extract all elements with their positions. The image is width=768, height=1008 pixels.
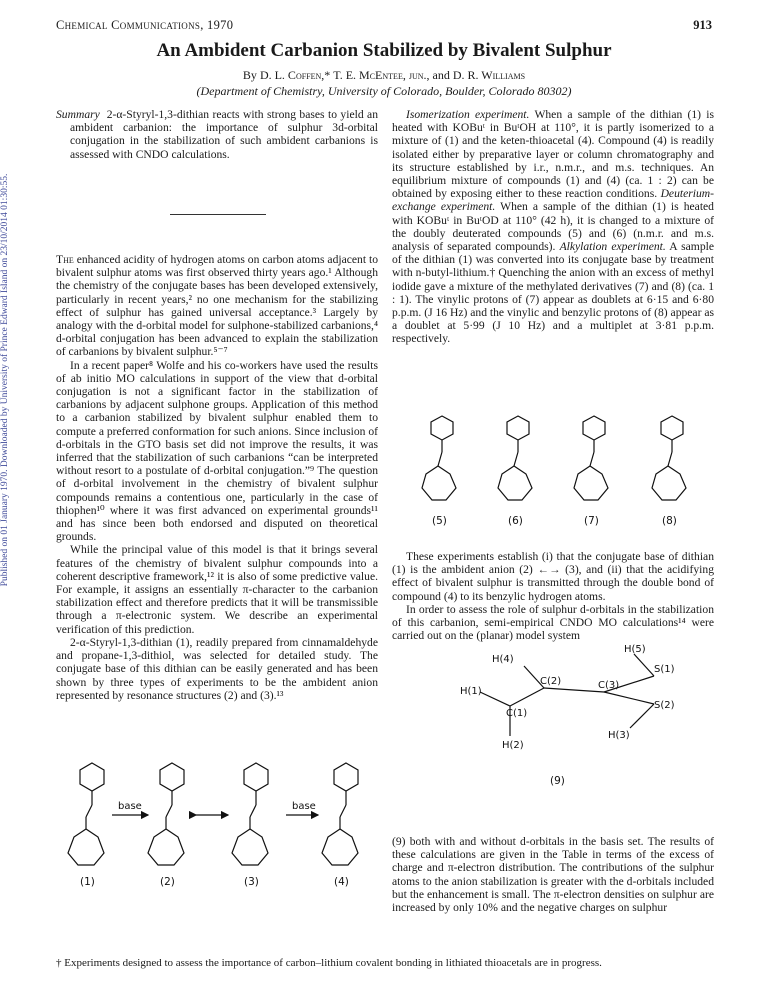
affiliation: (Department of Chemistry, University of Colorado, Boulder, Colorado 80302) [196, 84, 572, 98]
atom-h3: H(4) [492, 654, 514, 665]
article-title: An Ambident Carbanion Stabilized by Bivalent Sulphur [156, 40, 612, 61]
atom-h4: H(3) [608, 730, 630, 741]
paragraph-isomerization [392, 108, 714, 346]
paragraph-wolfe: In a recent paper⁸ Wolfe and his co-workers have used the results of ab initio MO calculations in support of the view that d-orbital conjugation is not a significant factor in the stabilization of carbanions by adjacent sulphone groups. Application of this method to a carbanion stabilized by bivalent sulphur enabled them to compute a preferred conformation for such anions. Since inclusion of d-orbitals in the GTO basis set did not improve the results, it was inferred that the stabilization of such carbanions “can be interpreted without resort to a postulate of d-orbital conjugation.”⁹ The question of d-orbital involvement in the chemistry of bivalent sulphur compounds remains a contentious one, particularly in the case of thiophen¹⁰ where it was first advanced on experimental grounds¹¹ and has since been both endorsed and disputed on theoretical grounds. [56, 358, 378, 544]
model-system-9 [440, 644, 710, 804]
summary [56, 108, 378, 161]
paragraph-styryl: 2-α-Styryl-1,3-dithian (1), readily prepared from cinnamaldehyde and propane-1,3-dithiol, was selected for detailed study. The conjugate base of this dithian can be easily generated and has been shown by three types of experiments to be the ambident anion represented by resonance structures (2) and (3).¹³ [56, 635, 378, 702]
label-6: (6) [508, 515, 523, 527]
structure-5 [422, 416, 456, 500]
structure-3 [232, 763, 268, 865]
label-7: (7) [584, 515, 599, 527]
right-column-results [392, 835, 714, 914]
summary-label: Summary [56, 108, 100, 121]
scheme-structures-1-4 [56, 757, 386, 889]
author-line [0, 68, 768, 83]
paragraph-intro-lead: The [56, 253, 74, 266]
running-head: Chemical Communications, 1970 [56, 18, 234, 32]
deuterium-label: Deuterium-exchange experiment. [392, 187, 715, 214]
label-4: (4) [334, 876, 349, 888]
authors-prefix: By [242, 68, 257, 82]
arrow-base-2-label: base [292, 801, 316, 812]
download-watermark [0, 120, 12, 640]
download-watermark-text: Published on 01 January 1970. Downloaded by University of Prince Edward Island on 23/10/2014 01:30:55. [0, 173, 10, 587]
atom-s2: S(2) [654, 700, 675, 711]
atom-c1: C(1) [506, 708, 528, 719]
paragraph-cndo: In order to assess the role of sulphur d-orbitals in the stabilization of this carbanion, semi-empirical CNDO MO calculations¹⁴ were carried out on the (planar) model system [392, 602, 714, 643]
structure-2 [148, 763, 184, 865]
atom-h1: H(1) [460, 686, 482, 697]
paragraph-results: (9) both with and without d-orbitals in the basis set. The results of these calculations are given in the Table in terms of the excess of charge and π-electron distribution. The contributions of the sulphur atoms to the anion stabilization is greater with the d-orbitals included but the enhancement is small. The π-electron densities on sulphur are increased by only 10% and the negative charges on sulphur [392, 835, 714, 915]
label-9: (9) [550, 775, 565, 787]
left-column [56, 253, 378, 702]
scheme-structures-5-8 [402, 412, 714, 532]
alkylation-label: Alkylation experiment. [559, 240, 666, 254]
deuterium-text: When a sample of the dithian (1) is heated with KOBuᵗ in BuᵗOD at 110° (42 h), it is changed to a mixture of the doubly deuterated compounds (5) and (6) (n.m.r. and m.s. analysis of separated compounds). [392, 200, 714, 254]
isomerization-label: Isomerization experiment. [406, 108, 530, 121]
structure-4 [322, 763, 358, 865]
label-5: (5) [432, 515, 447, 527]
paragraph-model: While the principal value of this model is that it brings several features of the chemistry of bivalent sulphur compounds into a coherent descriptive framework,¹² it is also of some predictive value. For example, it assigns an essentially π-character to the carbanion stabilization effect and therefore predicts that it will be transmissible through a π-electronic system. We describe an experimental verification of this prediction. [56, 543, 378, 636]
footnote: † Experiments designed to assess the importance of carbon–lithium covalent bonding in lithiated thioacetals are in progress. [56, 957, 602, 969]
atom-c2: C(2) [540, 676, 562, 687]
paragraph-intro-text: enhanced acidity of hydrogen atoms on carbon atoms adjacent to bivalent sulphur atoms was first observed thirty years ago.¹ Although the chemistry of the conjugate bases has been developed extensively, particularly in recent years,² no one mechanism for the stabilizing effect of sulphur has gained universal acceptance.³ Largely by analogy with the d-orbital model for sulphone-stabilized carbanions,⁴ d-orbital conjugation has been advanced to explain the stabilization of carbanions by bivalent sulphur.⁵⁻⁷ [56, 253, 378, 359]
author-2: T. E. McEntee, jun., [333, 68, 430, 82]
label-1: (1) [80, 876, 95, 888]
atom-s1: S(1) [654, 664, 675, 675]
atom-h2: H(2) [502, 740, 524, 751]
page-number: 913 [693, 18, 712, 32]
structure-6 [498, 416, 532, 500]
paragraph-establish: These experiments establish (i) that the conjugate base of dithian (1) is the ambident anion (2) ←→ (3), and (ii) that the acidifying effect of bivalent sulphur is transmitted through the double bond of compound (4) to its benzylic hydrogen atoms. [392, 550, 714, 603]
paragraph-intro [56, 253, 378, 359]
structure-7 [574, 416, 608, 500]
label-3: (3) [244, 876, 259, 888]
structure-1 [68, 763, 104, 865]
isomerization-text: When a sample of the dithian (1) is heated with KOBuᵗ in BuᵗOH at 110°, it is partly isomerized to a mixture of (1) and the keten-thioacetal (4). Compound (4) is readily isolated either by preparative layer or column chromatography and its structure established by i.r., n.m.r., and m.s. techniques. An equilibrium mixture of compounds (1) and (4) (ca. 1 : 2) can be obtained by exposing either to these reaction conditions. [392, 108, 714, 201]
label-8: (8) [662, 515, 677, 527]
authors-and: and [432, 68, 450, 82]
separator-rule [170, 214, 266, 215]
atom-h5: H(5) [624, 644, 646, 655]
right-column-experiments [392, 108, 714, 346]
alkylation-text: A sample of the dithian (1) was converted into its conjugate base by treatment with n-butyl-lithium.† Quenching the anion with an excess of methyl iodide gave a mixture of the methylated derivatives (7) and (8) (ca. 1 : 1). The vinylic protons of (7) appear as doublets at 6·15 and 6·80 p.p.m. (J 16 Hz) and the vinylic and benzylic protons of (8) appear as a doublet at 5·99 (J 10 Hz) and a multiplet at 3·81 p.p.m. respectively. [392, 240, 714, 346]
label-2: (2) [160, 876, 175, 888]
author-1: D. L. Coffen,* [259, 68, 331, 82]
arrow-base-1-label: base [118, 801, 142, 812]
summary-text: 2-α-Styryl-1,3-dithian reacts with strong bases to yield an ambident carbanion: the importance of sulphur 3d-orbital conjugation in the stabilization of such ambident carbanions is assessed with CNDO calculations. [70, 108, 379, 161]
atom-c3: C(3) [598, 680, 620, 691]
author-3: D. R. Williams [452, 68, 526, 82]
structure-8 [652, 416, 686, 500]
right-column-conclusions [392, 550, 714, 642]
